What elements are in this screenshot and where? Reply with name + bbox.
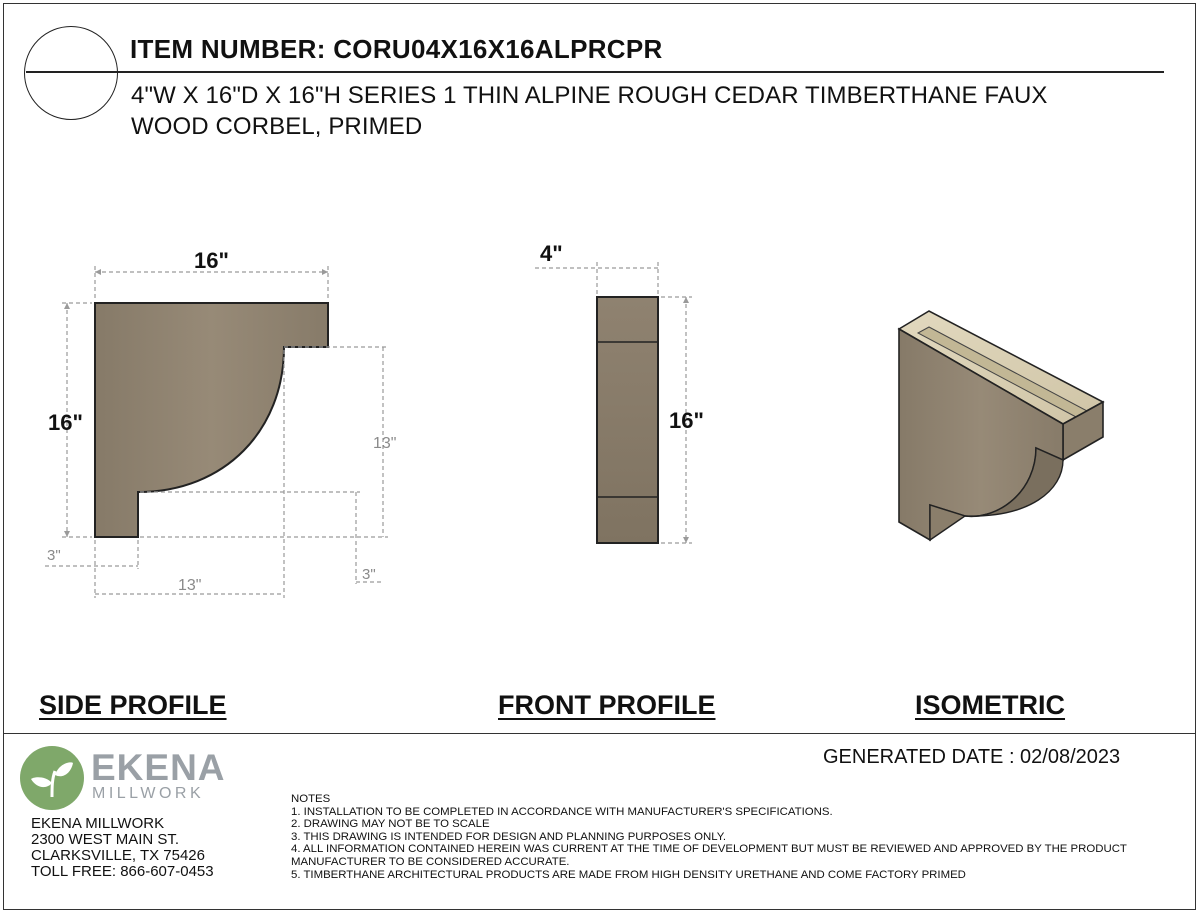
address-line: EKENA MILLWORK — [31, 815, 165, 832]
side-dim-inner-height: 13" — [373, 435, 397, 452]
description-line-1: 4"W X 16"D X 16"H SERIES 1 THIN ALPINE ROUGH CEDAR TIMBERTHANE FAUX — [131, 82, 1048, 109]
description-line-2: WOOD CORBEL, PRIMED — [131, 113, 423, 140]
address-line: CLARKSVILLE, TX 75426 — [31, 847, 205, 864]
brand-subtitle: MILLWORK — [92, 785, 205, 802]
side-profile-shape — [95, 303, 328, 537]
address-line: TOLL FREE: 866-607-0453 — [31, 863, 214, 880]
note-item: 3. THIS DRAWING IS INTENDED FOR DESIGN AND PLANNING PURPOSES ONLY. — [291, 830, 727, 843]
note-item: 2. DRAWING MAY NOT BE TO SCALE — [291, 818, 490, 831]
address-line: 2300 WEST MAIN ST. — [31, 831, 180, 848]
brand-name: EKENA — [91, 747, 226, 788]
item-number: ITEM NUMBER: CORU04X16X16ALPRCPR — [130, 34, 663, 64]
footer-rule — [4, 733, 1196, 734]
front-dim-width: 4" — [540, 241, 563, 266]
company-address — [31, 816, 214, 880]
isometric-label: ISOMETRIC — [915, 690, 1066, 720]
ekena-logo-icon — [19, 745, 85, 811]
notes-block — [291, 793, 1181, 881]
side-profile-label: SIDE PROFILE — [39, 690, 227, 720]
front-profile-view — [535, 241, 704, 543]
side-profile-view — [45, 248, 396, 598]
side-dim-width: 16" — [194, 248, 229, 273]
front-profile-shape — [597, 297, 658, 543]
notes-heading: NOTES — [291, 793, 331, 805]
note-item: 4. ALL INFORMATION CONTAINED HEREIN WAS CURRENT AT THE TIME OF DEVELOPMENT BUT MUST BE REVIEWED AND APPROVED BY THE PRODUCT MANUFACTURER TO BE CONSIDERED ACCURATE. — [291, 843, 1127, 868]
generated-date: GENERATED DATE : 02/08/2023 — [823, 746, 1121, 768]
front-dim-height: 16" — [669, 408, 704, 433]
note-item: 1. INSTALLATION TO BE COMPLETED IN ACCORDANCE WITH MANUFACTURER'S SPECIFICATIONS. — [291, 805, 833, 818]
side-dim-inner-width: 13" — [178, 577, 202, 594]
side-dim-bottom-width: 3" — [47, 547, 61, 564]
side-dim-bottom-height: 3" — [362, 566, 376, 583]
front-profile-label: FRONT PROFILE — [498, 690, 716, 720]
side-dim-height: 16" — [48, 410, 83, 435]
note-item: 5. TIMBERTHANE ARCHITECTURAL PRODUCTS ARE MADE FROM HIGH DENSITY URETHANE AND COME FACTORY PRIMED — [291, 868, 966, 881]
isometric-view — [899, 311, 1103, 540]
